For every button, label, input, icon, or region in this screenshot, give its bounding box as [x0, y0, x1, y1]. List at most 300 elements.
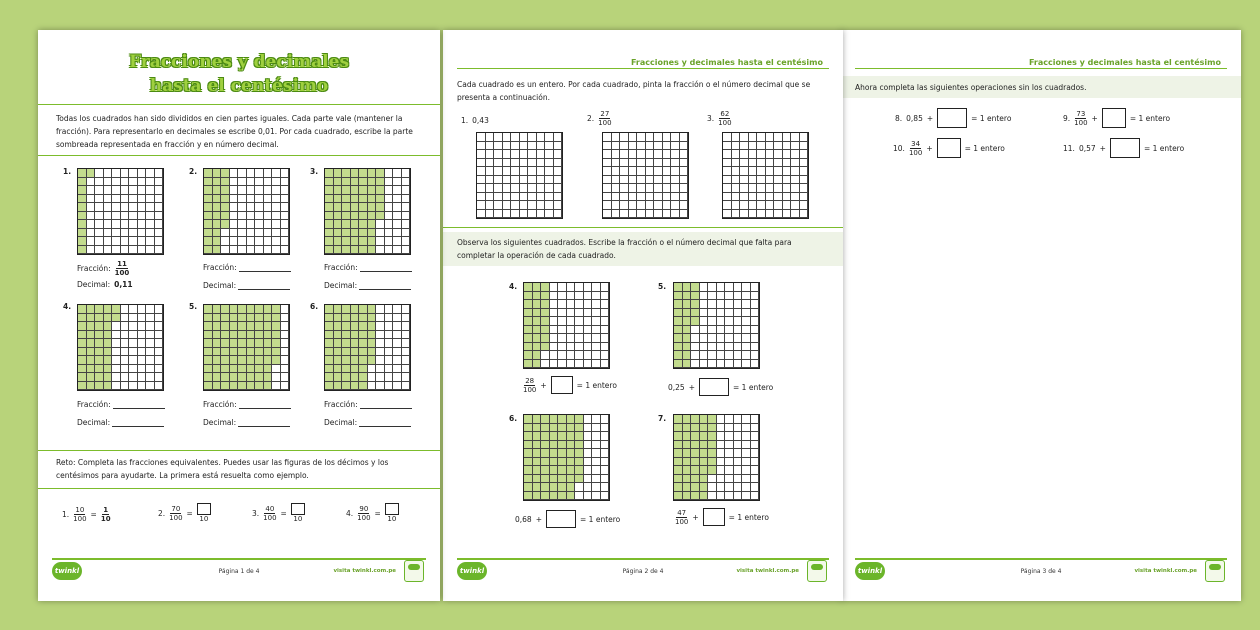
grid-cell[interactable]: [749, 184, 758, 193]
grid-cell[interactable]: [766, 167, 775, 176]
grid-cell[interactable]: [749, 133, 758, 142]
answer-box[interactable]: [703, 508, 725, 526]
grid-cell[interactable]: [612, 142, 621, 151]
grid-cell[interactable]: [520, 193, 529, 202]
grid-cell[interactable]: [494, 142, 503, 151]
grid-cell[interactable]: [503, 133, 512, 142]
grid-cell[interactable]: [603, 210, 612, 219]
grid-cell[interactable]: [629, 159, 638, 168]
grid-cell[interactable]: [637, 133, 646, 142]
grid-cell[interactable]: [680, 159, 689, 168]
grid-cell[interactable]: [554, 150, 563, 159]
grid-cell[interactable]: [603, 176, 612, 185]
grid-cell[interactable]: [723, 193, 732, 202]
grid-cell[interactable]: [637, 167, 646, 176]
grid-cell[interactable]: [494, 159, 503, 168]
grid-cell[interactable]: [732, 193, 741, 202]
grid-cell[interactable]: [774, 210, 783, 219]
grid-cell[interactable]: [791, 142, 800, 151]
grid-cell[interactable]: [603, 150, 612, 159]
grid-cell[interactable]: [511, 184, 520, 193]
grid-cell[interactable]: [766, 193, 775, 202]
grid-cell[interactable]: [740, 150, 749, 159]
grid-cell[interactable]: [654, 201, 663, 210]
grid-cell[interactable]: [740, 193, 749, 202]
grid-cell[interactable]: [486, 133, 495, 142]
grid-cell[interactable]: [511, 142, 520, 151]
grid-cell[interactable]: [629, 150, 638, 159]
grid-cell[interactable]: [654, 193, 663, 202]
grid-cell[interactable]: [620, 142, 629, 151]
grid-cell[interactable]: [545, 167, 554, 176]
grid-cell[interactable]: [537, 193, 546, 202]
grid-cell[interactable]: [671, 133, 680, 142]
grid-cell[interactable]: [654, 150, 663, 159]
answer-box[interactable]: [937, 138, 961, 158]
grid-cell[interactable]: [646, 159, 655, 168]
grid-cell[interactable]: [520, 142, 529, 151]
grid-cell[interactable]: [783, 176, 792, 185]
grid-cell[interactable]: [646, 201, 655, 210]
grid-cell[interactable]: [732, 210, 741, 219]
grid-cell[interactable]: [680, 193, 689, 202]
grid-cell[interactable]: [477, 150, 486, 159]
grid-cell[interactable]: [757, 193, 766, 202]
grid-cell[interactable]: [477, 184, 486, 193]
grid-cell[interactable]: [545, 133, 554, 142]
grid-cell[interactable]: [477, 210, 486, 219]
grid-cell[interactable]: [800, 210, 809, 219]
grid-cell[interactable]: [663, 142, 672, 151]
grid-cell[interactable]: [486, 201, 495, 210]
grid-cell[interactable]: [620, 210, 629, 219]
grid-cell[interactable]: [612, 210, 621, 219]
grid-cell[interactable]: [723, 167, 732, 176]
grid-cell[interactable]: [646, 167, 655, 176]
answer-box[interactable]: [1110, 138, 1140, 158]
fraction-field-5[interactable]: Fracción:: [203, 400, 291, 409]
grid-cell[interactable]: [629, 201, 638, 210]
grid-cell[interactable]: [486, 176, 495, 185]
grid-cell[interactable]: [791, 201, 800, 210]
grid-cell[interactable]: [749, 176, 758, 185]
grid-cell[interactable]: [800, 150, 809, 159]
grid-cell[interactable]: [732, 150, 741, 159]
grid-cell[interactable]: [603, 142, 612, 151]
grid-cell[interactable]: [766, 184, 775, 193]
grid-cell[interactable]: [528, 210, 537, 219]
grid-cell[interactable]: [637, 184, 646, 193]
grid-cell[interactable]: [783, 167, 792, 176]
grid-cell[interactable]: [486, 159, 495, 168]
hundred-grid-1[interactable]: [476, 132, 563, 219]
grid-cell[interactable]: [680, 201, 689, 210]
grid-cell[interactable]: [477, 193, 486, 202]
grid-cell[interactable]: [732, 133, 741, 142]
grid-cell[interactable]: [791, 133, 800, 142]
grid-cell[interactable]: [783, 142, 792, 151]
grid-cell[interactable]: [800, 167, 809, 176]
grid-cell[interactable]: [629, 210, 638, 219]
grid-cell[interactable]: [537, 150, 546, 159]
grid-cell[interactable]: [494, 133, 503, 142]
grid-cell[interactable]: [612, 193, 621, 202]
grid-cell[interactable]: [646, 193, 655, 202]
grid-cell[interactable]: [545, 150, 554, 159]
grid-cell[interactable]: [671, 176, 680, 185]
hundred-grid-3[interactable]: [722, 132, 809, 219]
grid-cell[interactable]: [800, 176, 809, 185]
answer-box[interactable]: [197, 503, 211, 515]
grid-cell[interactable]: [612, 184, 621, 193]
grid-cell[interactable]: [637, 201, 646, 210]
grid-cell[interactable]: [646, 150, 655, 159]
grid-cell[interactable]: [528, 201, 537, 210]
grid-cell[interactable]: [749, 142, 758, 151]
grid-cell[interactable]: [749, 167, 758, 176]
answer-box[interactable]: [291, 503, 305, 515]
grid-cell[interactable]: [620, 193, 629, 202]
grid-cell[interactable]: [545, 210, 554, 219]
grid-cell[interactable]: [629, 167, 638, 176]
grid-cell[interactable]: [537, 201, 546, 210]
grid-cell[interactable]: [680, 167, 689, 176]
grid-cell[interactable]: [680, 184, 689, 193]
grid-cell[interactable]: [494, 210, 503, 219]
grid-cell[interactable]: [740, 201, 749, 210]
grid-cell[interactable]: [671, 201, 680, 210]
grid-cell[interactable]: [800, 133, 809, 142]
grid-cell[interactable]: [477, 201, 486, 210]
grid-cell[interactable]: [663, 201, 672, 210]
grid-cell[interactable]: [671, 150, 680, 159]
fraction-field-3[interactable]: Fracción:: [324, 263, 412, 272]
grid-cell[interactable]: [620, 167, 629, 176]
grid-cell[interactable]: [646, 142, 655, 151]
grid-cell[interactable]: [503, 193, 512, 202]
grid-cell[interactable]: [511, 159, 520, 168]
grid-cell[interactable]: [749, 150, 758, 159]
grid-cell[interactable]: [528, 176, 537, 185]
grid-cell[interactable]: [503, 201, 512, 210]
grid-cell[interactable]: [537, 133, 546, 142]
grid-cell[interactable]: [603, 193, 612, 202]
answer-box[interactable]: [385, 503, 399, 515]
grid-cell[interactable]: [486, 167, 495, 176]
grid-cell[interactable]: [637, 142, 646, 151]
answer-box[interactable]: [546, 510, 576, 528]
grid-cell[interactable]: [637, 176, 646, 185]
grid-cell[interactable]: [732, 142, 741, 151]
grid-cell[interactable]: [791, 210, 800, 219]
grid-cell[interactable]: [783, 184, 792, 193]
grid-cell[interactable]: [663, 133, 672, 142]
grid-cell[interactable]: [671, 193, 680, 202]
grid-cell[interactable]: [757, 159, 766, 168]
grid-cell[interactable]: [766, 159, 775, 168]
grid-cell[interactable]: [654, 210, 663, 219]
grid-cell[interactable]: [620, 133, 629, 142]
grid-cell[interactable]: [520, 201, 529, 210]
grid-cell[interactable]: [528, 184, 537, 193]
grid-cell[interactable]: [629, 184, 638, 193]
grid-cell[interactable]: [757, 167, 766, 176]
grid-cell[interactable]: [545, 159, 554, 168]
grid-cell[interactable]: [783, 201, 792, 210]
fraction-field-6[interactable]: Fracción:: [324, 400, 412, 409]
grid-cell[interactable]: [528, 150, 537, 159]
grid-cell[interactable]: [554, 142, 563, 151]
grid-cell[interactable]: [494, 184, 503, 193]
grid-cell[interactable]: [654, 142, 663, 151]
grid-cell[interactable]: [680, 176, 689, 185]
grid-cell[interactable]: [671, 184, 680, 193]
grid-cell[interactable]: [791, 150, 800, 159]
grid-cell[interactable]: [511, 167, 520, 176]
grid-cell[interactable]: [520, 210, 529, 219]
grid-cell[interactable]: [663, 193, 672, 202]
grid-cell[interactable]: [545, 201, 554, 210]
decimal-field-5[interactable]: Decimal:: [203, 418, 290, 427]
grid-cell[interactable]: [612, 133, 621, 142]
grid-cell[interactable]: [774, 159, 783, 168]
grid-cell[interactable]: [723, 133, 732, 142]
grid-cell[interactable]: [766, 210, 775, 219]
grid-cell[interactable]: [783, 193, 792, 202]
grid-cell[interactable]: [800, 184, 809, 193]
grid-cell[interactable]: [520, 176, 529, 185]
grid-cell[interactable]: [603, 133, 612, 142]
grid-cell[interactable]: [783, 150, 792, 159]
grid-cell[interactable]: [646, 176, 655, 185]
grid-cell[interactable]: [783, 159, 792, 168]
grid-cell[interactable]: [774, 142, 783, 151]
grid-cell[interactable]: [774, 201, 783, 210]
grid-cell[interactable]: [680, 210, 689, 219]
grid-cell[interactable]: [723, 142, 732, 151]
grid-cell[interactable]: [663, 210, 672, 219]
grid-cell[interactable]: [654, 167, 663, 176]
grid-cell[interactable]: [554, 201, 563, 210]
grid-cell[interactable]: [477, 133, 486, 142]
grid-cell[interactable]: [477, 142, 486, 151]
grid-cell[interactable]: [732, 201, 741, 210]
grid-cell[interactable]: [749, 193, 758, 202]
grid-cell[interactable]: [511, 193, 520, 202]
grid-cell[interactable]: [554, 176, 563, 185]
grid-cell[interactable]: [671, 142, 680, 151]
grid-cell[interactable]: [766, 133, 775, 142]
grid-cell[interactable]: [671, 210, 680, 219]
grid-cell[interactable]: [528, 142, 537, 151]
grid-cell[interactable]: [800, 142, 809, 151]
hundred-grid-2[interactable]: [602, 132, 689, 219]
grid-cell[interactable]: [537, 159, 546, 168]
grid-cell[interactable]: [791, 193, 800, 202]
grid-cell[interactable]: [520, 184, 529, 193]
grid-cell[interactable]: [723, 210, 732, 219]
grid-cell[interactable]: [528, 133, 537, 142]
fraction-field-2[interactable]: Fracción:: [203, 263, 291, 272]
grid-cell[interactable]: [800, 159, 809, 168]
grid-cell[interactable]: [603, 184, 612, 193]
grid-cell[interactable]: [511, 150, 520, 159]
grid-cell[interactable]: [766, 142, 775, 151]
grid-cell[interactable]: [637, 150, 646, 159]
grid-cell[interactable]: [654, 159, 663, 168]
grid-cell[interactable]: [503, 159, 512, 168]
fraction-field-4[interactable]: Fracción:: [77, 400, 165, 409]
grid-cell[interactable]: [791, 184, 800, 193]
grid-cell[interactable]: [612, 201, 621, 210]
grid-cell[interactable]: [663, 184, 672, 193]
grid-cell[interactable]: [749, 201, 758, 210]
grid-cell[interactable]: [537, 142, 546, 151]
grid-cell[interactable]: [554, 133, 563, 142]
grid-cell[interactable]: [537, 176, 546, 185]
grid-cell[interactable]: [637, 210, 646, 219]
grid-cell[interactable]: [554, 159, 563, 168]
grid-cell[interactable]: [749, 210, 758, 219]
grid-cell[interactable]: [503, 176, 512, 185]
grid-cell[interactable]: [766, 150, 775, 159]
grid-cell[interactable]: [494, 176, 503, 185]
grid-cell[interactable]: [612, 176, 621, 185]
grid-cell[interactable]: [528, 159, 537, 168]
grid-cell[interactable]: [486, 210, 495, 219]
grid-cell[interactable]: [486, 150, 495, 159]
decimal-field-2[interactable]: Decimal:: [203, 281, 290, 290]
grid-cell[interactable]: [494, 150, 503, 159]
grid-cell[interactable]: [537, 167, 546, 176]
decimal-field-3[interactable]: Decimal:: [324, 281, 411, 290]
grid-cell[interactable]: [545, 193, 554, 202]
grid-cell[interactable]: [620, 159, 629, 168]
grid-cell[interactable]: [732, 184, 741, 193]
grid-cell[interactable]: [654, 176, 663, 185]
grid-cell[interactable]: [503, 150, 512, 159]
visit-link[interactable]: visita twinkl.com.pe: [333, 568, 396, 574]
answer-box[interactable]: [551, 376, 573, 394]
grid-cell[interactable]: [511, 176, 520, 185]
grid-cell[interactable]: [545, 176, 554, 185]
grid-cell[interactable]: [680, 133, 689, 142]
grid-cell[interactable]: [629, 176, 638, 185]
grid-cell[interactable]: [603, 167, 612, 176]
answer-box[interactable]: [1102, 108, 1126, 128]
grid-cell[interactable]: [629, 193, 638, 202]
grid-cell[interactable]: [774, 133, 783, 142]
grid-cell[interactable]: [486, 184, 495, 193]
grid-cell[interactable]: [757, 150, 766, 159]
grid-cell[interactable]: [800, 201, 809, 210]
grid-cell[interactable]: [774, 150, 783, 159]
grid-cell[interactable]: [774, 167, 783, 176]
grid-cell[interactable]: [740, 176, 749, 185]
grid-cell[interactable]: [783, 133, 792, 142]
grid-cell[interactable]: [612, 159, 621, 168]
visit-link[interactable]: visita twinkl.com.pe: [1134, 568, 1197, 574]
grid-cell[interactable]: [603, 159, 612, 168]
grid-cell[interactable]: [503, 184, 512, 193]
grid-cell[interactable]: [486, 193, 495, 202]
grid-cell[interactable]: [740, 210, 749, 219]
grid-cell[interactable]: [791, 159, 800, 168]
grid-cell[interactable]: [646, 133, 655, 142]
grid-cell[interactable]: [732, 176, 741, 185]
grid-cell[interactable]: [520, 167, 529, 176]
grid-cell[interactable]: [723, 150, 732, 159]
grid-cell[interactable]: [554, 184, 563, 193]
grid-cell[interactable]: [783, 210, 792, 219]
grid-cell[interactable]: [757, 184, 766, 193]
grid-cell[interactable]: [520, 159, 529, 168]
decimal-field-6[interactable]: Decimal:: [324, 418, 411, 427]
grid-cell[interactable]: [620, 184, 629, 193]
grid-cell[interactable]: [554, 167, 563, 176]
grid-cell[interactable]: [511, 210, 520, 219]
grid-cell[interactable]: [766, 201, 775, 210]
grid-cell[interactable]: [791, 176, 800, 185]
grid-cell[interactable]: [663, 167, 672, 176]
grid-cell[interactable]: [545, 184, 554, 193]
grid-cell[interactable]: [503, 142, 512, 151]
grid-cell[interactable]: [477, 167, 486, 176]
grid-cell[interactable]: [528, 193, 537, 202]
grid-cell[interactable]: [620, 176, 629, 185]
grid-cell[interactable]: [723, 159, 732, 168]
grid-cell[interactable]: [774, 193, 783, 202]
grid-cell[interactable]: [629, 142, 638, 151]
grid-cell[interactable]: [791, 167, 800, 176]
decimal-field-4[interactable]: Decimal:: [77, 418, 164, 427]
grid-cell[interactable]: [554, 210, 563, 219]
grid-cell[interactable]: [740, 167, 749, 176]
grid-cell[interactable]: [637, 159, 646, 168]
grid-cell[interactable]: [680, 150, 689, 159]
grid-cell[interactable]: [477, 176, 486, 185]
grid-cell[interactable]: [654, 133, 663, 142]
grid-cell[interactable]: [646, 210, 655, 219]
grid-cell[interactable]: [620, 150, 629, 159]
grid-cell[interactable]: [749, 159, 758, 168]
grid-cell[interactable]: [537, 184, 546, 193]
grid-cell[interactable]: [680, 142, 689, 151]
grid-cell[interactable]: [494, 193, 503, 202]
grid-cell[interactable]: [723, 176, 732, 185]
grid-cell[interactable]: [732, 167, 741, 176]
grid-cell[interactable]: [486, 142, 495, 151]
grid-cell[interactable]: [646, 184, 655, 193]
grid-cell[interactable]: [545, 142, 554, 151]
grid-cell[interactable]: [637, 193, 646, 202]
grid-cell[interactable]: [503, 210, 512, 219]
grid-cell[interactable]: [774, 184, 783, 193]
grid-cell[interactable]: [494, 201, 503, 210]
grid-cell[interactable]: [757, 210, 766, 219]
grid-cell[interactable]: [740, 133, 749, 142]
grid-cell[interactable]: [757, 176, 766, 185]
grid-cell[interactable]: [520, 150, 529, 159]
grid-cell[interactable]: [477, 159, 486, 168]
grid-cell[interactable]: [757, 133, 766, 142]
grid-cell[interactable]: [612, 167, 621, 176]
grid-cell[interactable]: [503, 167, 512, 176]
grid-cell[interactable]: [757, 201, 766, 210]
grid-cell[interactable]: [528, 167, 537, 176]
grid-cell[interactable]: [663, 176, 672, 185]
grid-cell[interactable]: [629, 133, 638, 142]
